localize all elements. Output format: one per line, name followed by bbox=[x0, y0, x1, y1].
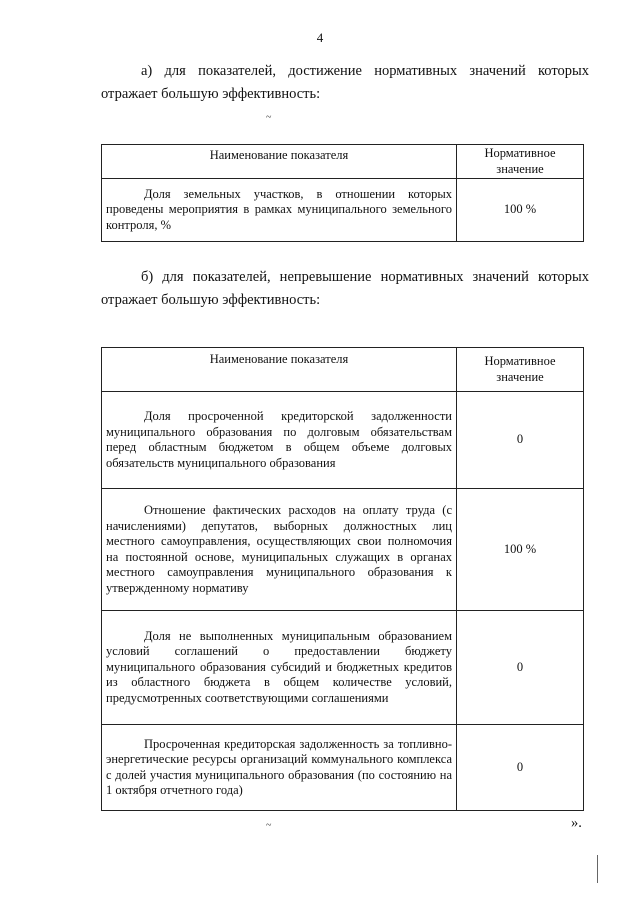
indicator-value: 100 % bbox=[457, 489, 584, 611]
indicator-name: Отношение фактических расходов на оплату труда (с начислениями) депутатов, выборных должностных лиц местного самоуправления, осуществляющих свои полномочия на постоянной основе, муниципальных служащих в органах местного самоуправления муниципального образования к утвержденному нормативу bbox=[102, 489, 457, 611]
page-number: 4 bbox=[316, 30, 324, 45]
section-b-intro-line1: б) для показателей, непревышение нормативных значений которых bbox=[141, 269, 589, 285]
column-header-name: Наименование показателя bbox=[102, 145, 457, 179]
indicator-name: Доля просроченной кредиторской задолженности муниципального образования по долговым обязательствам перед областным бюджетом в общем объеме долговых обязательств муниципального образования bbox=[102, 392, 457, 489]
section-a-intro-line1: а) для показателей, достижение нормативных значений которых bbox=[141, 63, 589, 79]
stray-mark: ~ bbox=[266, 112, 272, 123]
table-row bbox=[102, 392, 584, 489]
indicator-name: Доля не выполненных муниципальным образованием условий соглашений о предоставлении бюджету муниципального образования субсидий и бюджетных кредитов из областного бюджета в общем количестве условий, предусмотренных соответствующими соглашениями bbox=[102, 611, 457, 725]
indicator-value: 100 % bbox=[457, 179, 584, 242]
column-header-name: Наименование показателя bbox=[102, 348, 457, 392]
table-effectiveness-achievement bbox=[101, 144, 584, 242]
column-header-value: Нормативное значение bbox=[457, 348, 584, 392]
column-header-value: Нормативное значение bbox=[457, 145, 584, 179]
section-a-intro bbox=[101, 60, 589, 106]
indicator-name: Просроченная кредиторская задолженность за топливно-энергетические ресурсы организаций коммунального комплекса с долей участия муниципального образования (по состоянию на 1 октября отчетного года) bbox=[102, 725, 457, 811]
indicator-value: 0 bbox=[457, 392, 584, 489]
table-row bbox=[102, 489, 584, 611]
section-a-intro-line2: отражает большую эффективность: bbox=[101, 86, 321, 102]
closing-quote: ». bbox=[571, 815, 582, 831]
table-header-row bbox=[102, 348, 584, 392]
indicator-value: 0 bbox=[457, 725, 584, 811]
table-header-row bbox=[102, 145, 584, 179]
scan-margin-line bbox=[597, 855, 598, 883]
indicator-name: Доля земельных участков, в отношении которых проведены мероприятия в рамках муниципального земельного контроля, % bbox=[102, 179, 457, 242]
table-row bbox=[102, 725, 584, 811]
section-b-intro bbox=[101, 266, 589, 312]
stray-mark: ~ bbox=[266, 820, 272, 831]
table-effectiveness-non-exceed bbox=[101, 347, 584, 811]
table-row bbox=[102, 179, 584, 242]
section-b-intro-line2: отражает большую эффективность: bbox=[101, 292, 321, 308]
indicator-value: 0 bbox=[457, 611, 584, 725]
table-row bbox=[102, 611, 584, 725]
